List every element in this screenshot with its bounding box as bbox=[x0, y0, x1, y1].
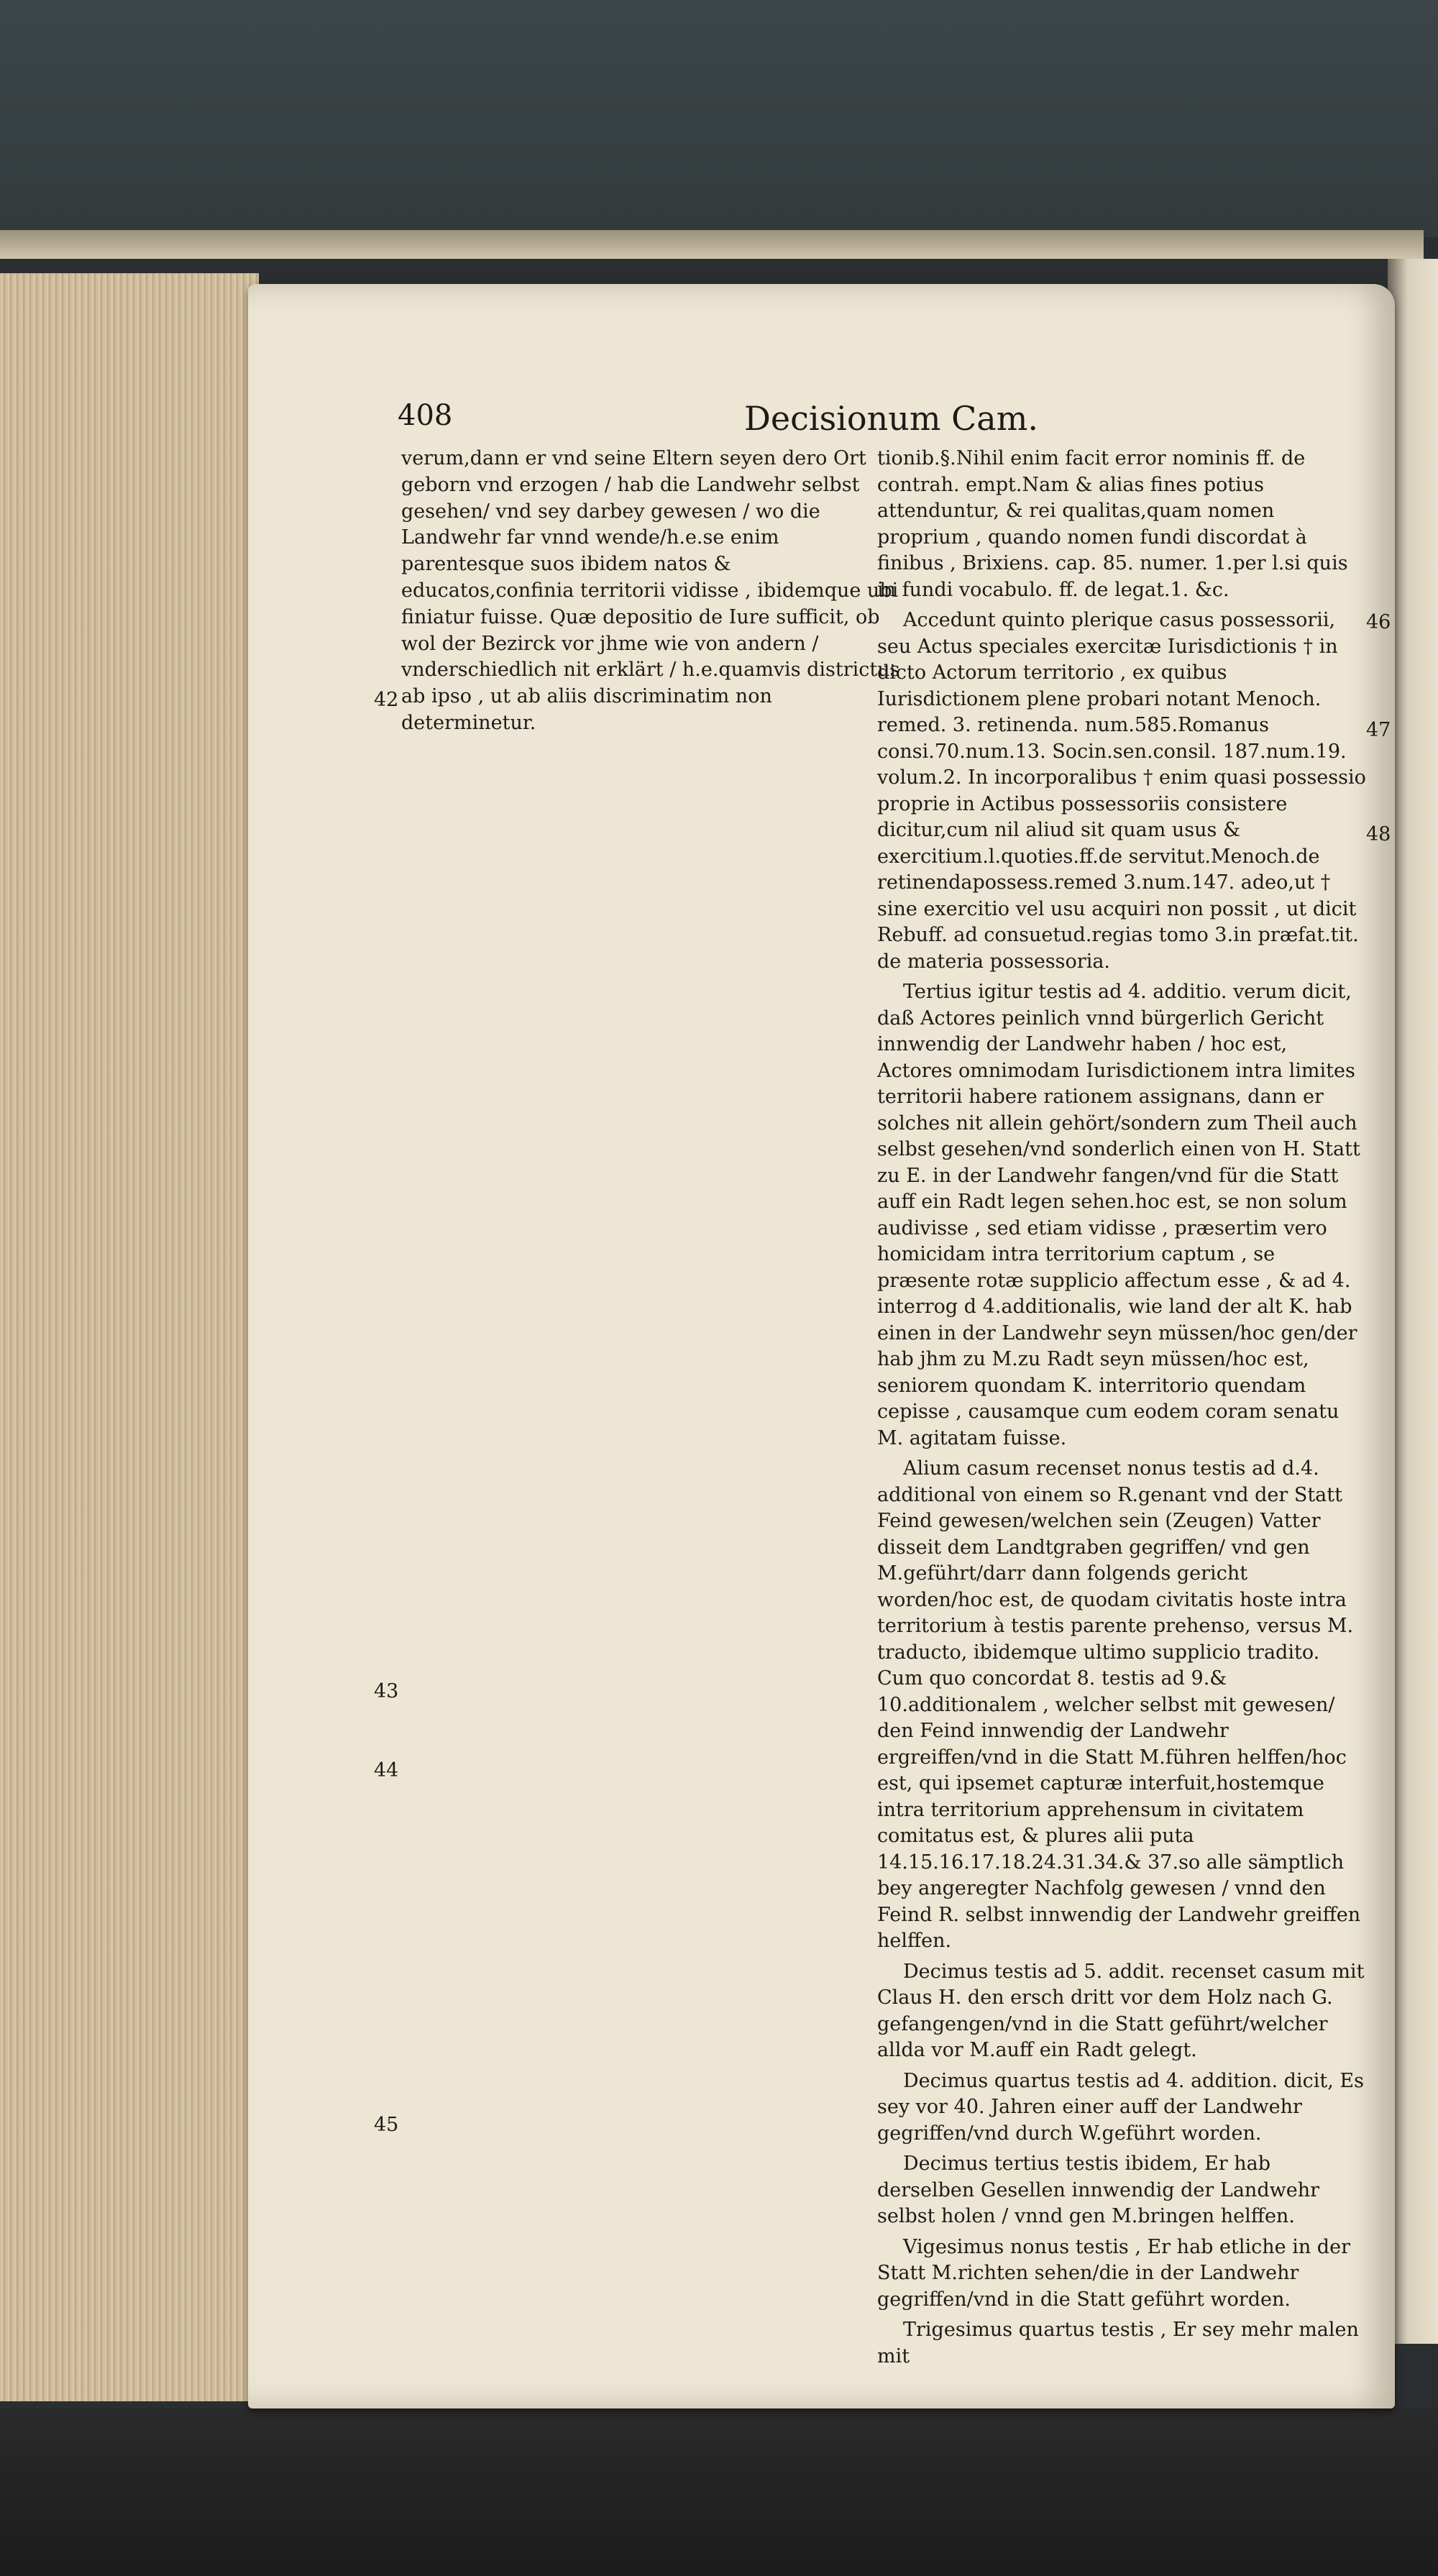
facing-page-edge bbox=[1388, 259, 1438, 2344]
left-text-column bbox=[401, 446, 905, 741]
margin-number-48: 48 bbox=[1366, 823, 1391, 845]
paragraph: Vigesimus nonus testis , Er hab etliche in der Statt M.richten sehen/die in der Landwehr gegriffen/vnd in die Statt geführt worden. bbox=[877, 2235, 1350, 2311]
paragraph: Decimus testis ad 5. addit. recenset casum mit Claus H. den ersch dritt vor dem Holz nach G. gefangengen/vnd in die Statt geführt/welcher allda vor M.auff ein Radt gelegt. bbox=[877, 1960, 1365, 2061]
book-page-edges bbox=[0, 273, 259, 2401]
running-head: Decisionum Cam. bbox=[744, 399, 1038, 438]
paragraph: Accedunt quinto plerique casus possessorii, seu Actus speciales exercitæ Iurisdictionis † in dicto Actorum territorio , ex quibus Iurisdictionem plene probari notant Menoch. remed. 3. retinenda. num.585.Romanus consi.70.num.13. Socin.sen.consil. 187.num.19. volum.2. In incorporalibus † enim quasi possessio proprie in Actibus possessoriis consistere dicitur,cum nil aliud sit quam usus & exercitium.l.quoties.ff.de servitut.Menoch.de retinendapossess.remed 3.num.147. adeo,ut † sine exercitio vel usu acquiri non possit , ut dicit Rebuff. ad consuetud.regias tomo 3.in præfat.tit. de materia possessoria. bbox=[877, 609, 1366, 973]
right-text-column bbox=[877, 446, 1366, 2374]
background-top bbox=[0, 0, 1438, 237]
margin-number-44: 44 bbox=[374, 1759, 399, 1782]
paragraph: Decimus tertius testis ibidem, Er hab derselben Gesellen innwendig der Landwehr selbst holen / vnnd gen M.bringen helffen. bbox=[877, 2153, 1319, 2227]
margin-number-47: 47 bbox=[1366, 719, 1391, 741]
book-cover-edge bbox=[0, 230, 1424, 259]
paragraph: Trigesimus quartus testis , Er sey mehr malen mit bbox=[877, 2319, 1359, 2368]
margin-number-45: 45 bbox=[374, 2114, 399, 2136]
paragraph: Alium casum recenset nonus testis ad d.4. additional von einem so R.genant vnd der Statt Feind gewesen/welchen sein (Zeugen) Vatter disseit dem Landtgraben gegriffen/ vnd gen M.geführt/darr dann folgends gericht worden/hoc est, de quodam civitatis hoste intra territorium à testis parente prehenso, versus M. traducto, ibidemque ultimo supplicio tradito. Cum quo concordat 8. testis ad 9.& 10.additionalem , welcher selbst mit gewesen/ den Feind innwendig der Landwehr ergreiffen/vnd in die Statt M.führen helffen/hoc est, qui ipsemet capturæ interfuit,hostemque intra territorium apprehensum in civitatem comitatus est, & plures alii puta 14.15.16.17.18.24.31.34.& 37.so alle sämptlich bey angeregter Nachfolg gewesen / vnnd den Feind R. selbst innwendig der Landwehr greiffen helffen. bbox=[877, 1457, 1361, 1952]
margin-number-42: 42 bbox=[374, 689, 399, 711]
paragraph: tionib.§.Nihil enim facit error nominis ff. de contrah. empt.Nam & alias fines potius attenduntur, & rei qualitas,quam nomen proprium , quando nomen fundi discordat à finibus , Brixiens. cap. 85. numer. 1.per l.si quis in fundi vocabulo. ff. de legat.1. &c. bbox=[877, 447, 1348, 601]
paragraph: Decimus quartus testis ad 4. addition. dicit, Es sey vor 40. Jahren einer auff der Landwehr gegriffen/vnd durch W.geführt worden. bbox=[877, 2069, 1364, 2145]
background-bottom bbox=[0, 2408, 1438, 2576]
margin-number-43: 43 bbox=[374, 1680, 399, 1702]
paragraph: Tertius igitur testis ad 4. additio. verum dicit, daß Actores peinlich vnnd bürgerlich Gericht innwendig der Landwehr haben / hoc est, Actores omnimodam Iurisdictionem intra limites territorii habere rationem assignans, dann er solches nit allein gehört/sondern zum Theil auch selbst gesehen/vnd sonderlich einen von H. Statt zu E. in der Landwehr fangen/vnd für die Statt auff ein Radt legen sehen.hoc est, se non solum audivisse , sed etiam vidisse , præsertim vero homicidam intra territorium captum , se præsente rotæ supplicio affectum esse , & ad 4. interrog d 4.additionalis, wie land der alt K. hab einen in der Landwehr seyn müssen/hoc gen/der hab jhm zu M.zu Radt seyn müssen/hoc est, seniorem quondam K. interritorio quendam cepisse , causamque cum eodem coram senatu M. agitatam fuisse. bbox=[877, 981, 1360, 1449]
page-number: 408 bbox=[398, 399, 453, 432]
margin-number-46: 46 bbox=[1366, 611, 1391, 633]
paragraph: verum,dann er vnd seine Eltern seyen dero Ort geborn vnd erzogen / hab die Landwehr selbst gesehen/ vnd sey darbey gewesen / wo die Landwehr far vnnd wende/h.e.se enim parentesque suos ibidem natos & educatos,confinia territorii vidisse , ibidemque ubi finiatur fuisse. Quæ depositio de Iure sufficit, ob wol der Bezirck vor jhme wie von andern / vnderschiedlich nit erklärt / h.e.quamvis districtus ab ipso , ut ab aliis discriminatim non determinetur. bbox=[401, 447, 900, 734]
